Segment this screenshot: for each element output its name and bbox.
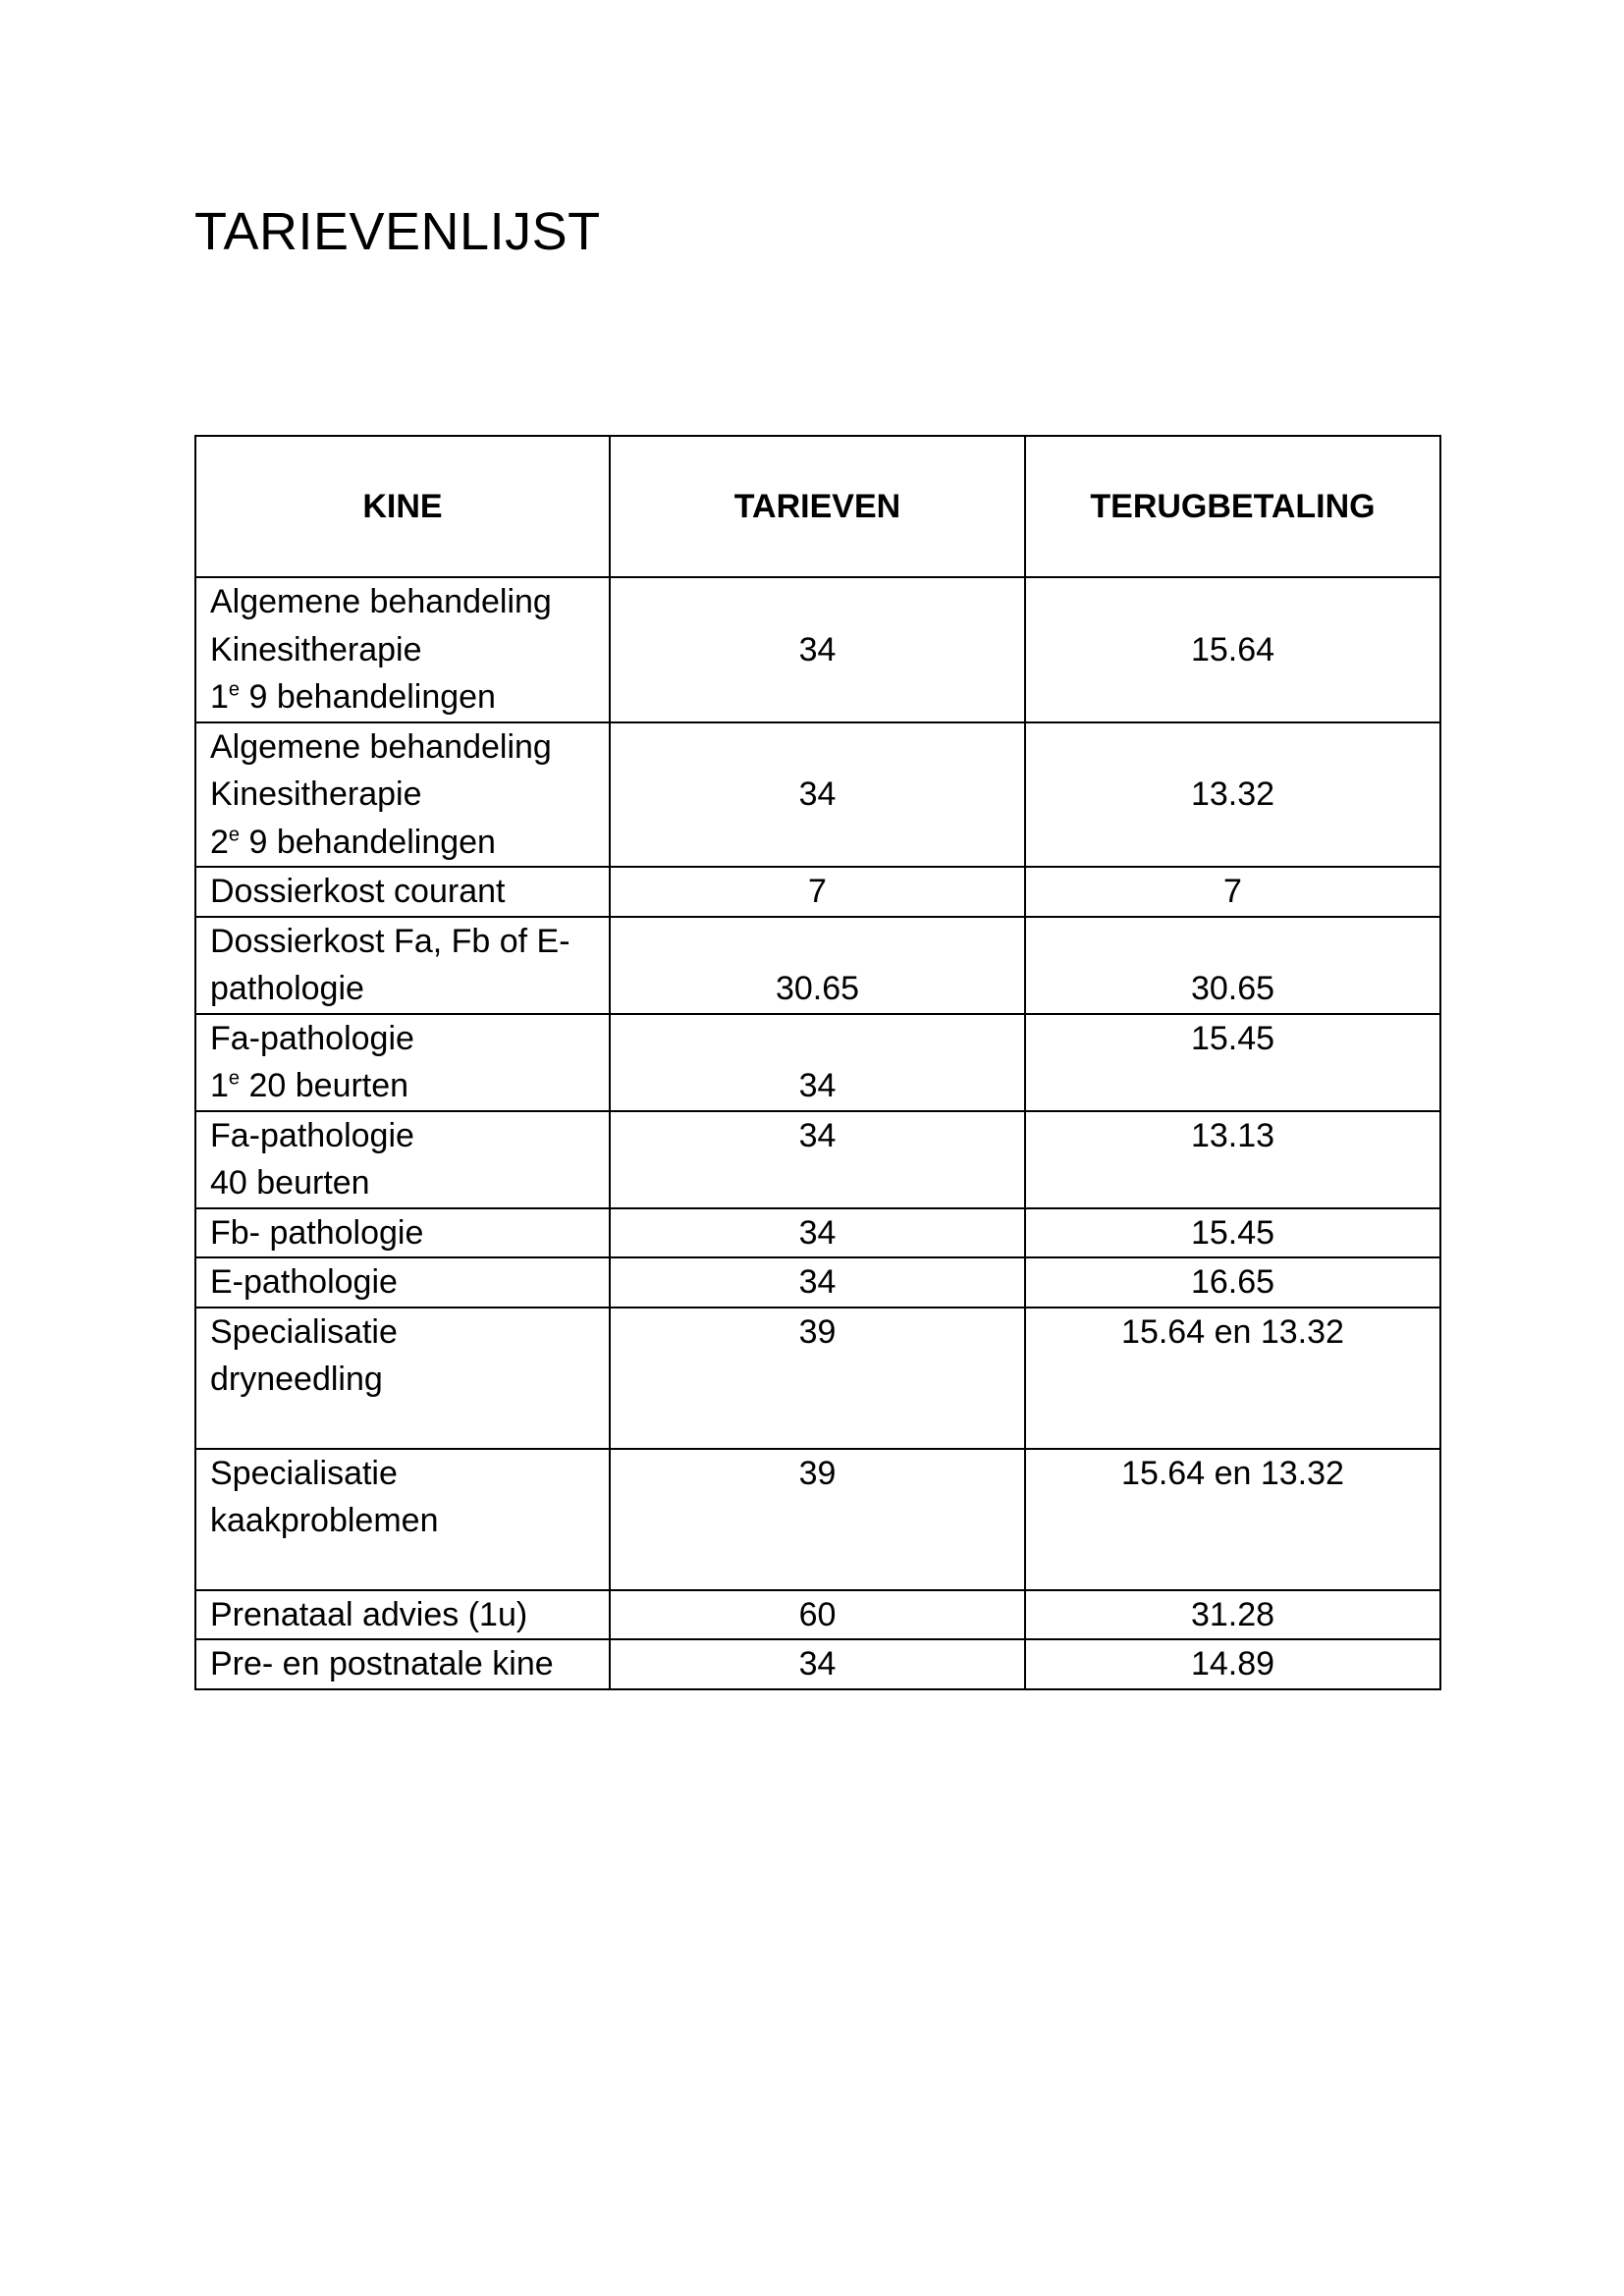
page-title: TARIEVENLIJST — [194, 202, 601, 261]
terugbetaling-cell: 13.32 — [1025, 722, 1440, 868]
table-row — [195, 917, 1440, 1014]
terugbetaling-cell: 16.65 — [1025, 1257, 1440, 1308]
table-row — [195, 1111, 1440, 1208]
table-row — [195, 1014, 1440, 1111]
terugbetaling-cell: 7 — [1025, 867, 1440, 917]
treatment-name-prefix: 1 — [210, 1067, 229, 1104]
terugbetaling-cell: 14.89 — [1025, 1639, 1440, 1689]
treatment-name — [195, 577, 610, 722]
terugbetaling-cell: 15.64 en 13.32 — [1025, 1308, 1440, 1449]
column-header-kine: KINE — [195, 436, 610, 577]
terugbetaling-cell: 15.45 — [1025, 1208, 1440, 1258]
treatment-name: Dossierkost courant — [195, 867, 610, 917]
table-row — [195, 577, 1440, 722]
tarief-cell: 34 — [610, 722, 1025, 868]
terugbetaling-cell: 15.45 — [1025, 1014, 1440, 1111]
treatment-name-prefix: 2 — [210, 823, 229, 861]
table-row — [195, 1208, 1440, 1258]
tarief-cell: 30.65 — [610, 917, 1025, 1014]
tarief-cell: 60 — [610, 1590, 1025, 1640]
treatment-name: Specialisatie dryneedling — [195, 1308, 610, 1449]
table-header-row — [195, 436, 1440, 577]
treatment-name — [195, 722, 610, 868]
table-row — [195, 722, 1440, 868]
table-row — [195, 1590, 1440, 1640]
treatment-name: E-pathologie — [195, 1257, 610, 1308]
treatment-name-suffix: 9 behandelingen — [240, 823, 496, 861]
terugbetaling-cell: 13.13 — [1025, 1111, 1440, 1208]
treatment-name: Fa-pathologie 40 beurten — [195, 1111, 610, 1208]
tarief-cell: 39 — [610, 1449, 1025, 1590]
tariff-table — [194, 435, 1441, 1690]
treatment-name: Prenataal advies (1u) — [195, 1590, 610, 1640]
treatment-name-suffix: 20 beurten — [240, 1067, 409, 1104]
tarief-cell: 34 — [610, 1111, 1025, 1208]
table-row — [195, 1639, 1440, 1689]
treatment-name: Fb- pathologie — [195, 1208, 610, 1258]
treatment-name: Dossierkost Fa, Fb of E- pathologie — [195, 917, 610, 1014]
ordinal-superscript: e — [228, 824, 241, 846]
treatment-name-line: Kinesitherapie — [210, 775, 422, 813]
treatment-name-prefix: 1 — [210, 678, 229, 716]
treatment-name-line: Fa-pathologie — [210, 1019, 414, 1057]
tarief-cell: 34 — [610, 1208, 1025, 1258]
table-row — [195, 1449, 1440, 1590]
tarief-cell: 34 — [610, 577, 1025, 722]
terugbetaling-cell: 30.65 — [1025, 917, 1440, 1014]
tarief-cell: 34 — [610, 1639, 1025, 1689]
column-header-tarieven: TARIEVEN — [610, 436, 1025, 577]
ordinal-superscript: e — [228, 678, 241, 701]
tarief-cell: 34 — [610, 1257, 1025, 1308]
table-row — [195, 1257, 1440, 1308]
treatment-name: Specialisatie kaakproblemen — [195, 1449, 610, 1590]
treatment-name — [195, 1014, 610, 1111]
column-header-terugbetaling: TERUGBETALING — [1025, 436, 1440, 577]
terugbetaling-cell: 31.28 — [1025, 1590, 1440, 1640]
tarief-cell: 7 — [610, 867, 1025, 917]
treatment-name-line: Kinesitherapie — [210, 630, 422, 668]
terugbetaling-cell: 15.64 en 13.32 — [1025, 1449, 1440, 1590]
treatment-name-suffix: 9 behandelingen — [240, 678, 496, 716]
terugbetaling-cell: 15.64 — [1025, 577, 1440, 722]
table-row — [195, 867, 1440, 917]
tarief-cell: 39 — [610, 1308, 1025, 1449]
treatment-name-line: Algemene behandeling — [210, 727, 552, 766]
table-row — [195, 1308, 1440, 1449]
ordinal-superscript: e — [228, 1067, 241, 1090]
treatment-name: Pre- en postnatale kine — [195, 1639, 610, 1689]
tarief-cell: 34 — [610, 1014, 1025, 1111]
treatment-name-line: Algemene behandeling — [210, 583, 552, 620]
